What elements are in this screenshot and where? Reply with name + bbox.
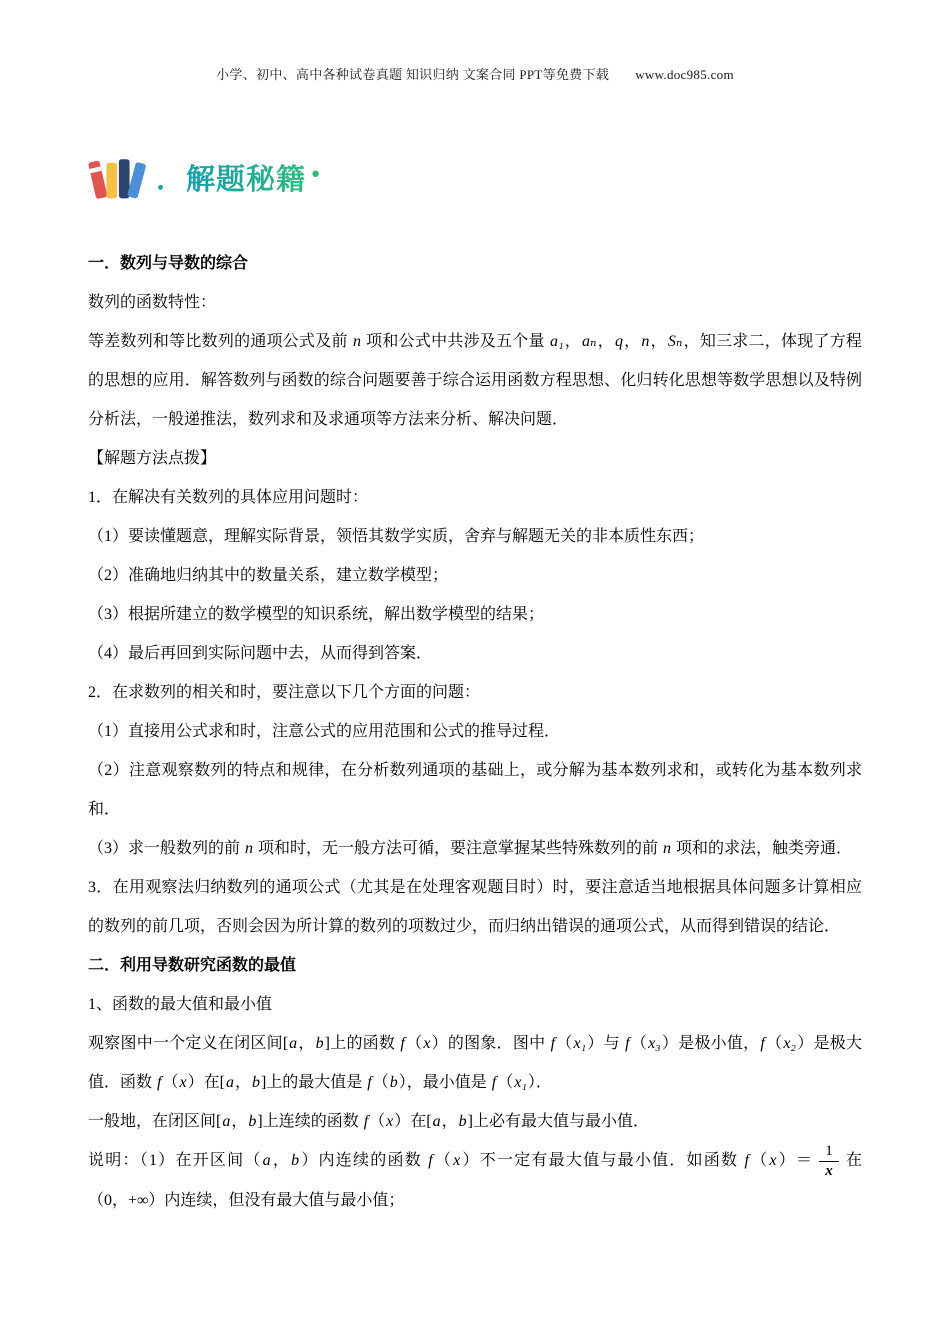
paragraph-text: 在 xyxy=(844,1152,862,1169)
section-heading: 二．利用导数研究函数的最值 xyxy=(88,957,297,974)
paragraph: 观察图中一个定义在闭区间[a，b]上的函数 f（x）的图象．图中 f（x₁）与 f（x₃）是极小值，f（x₂）是极大值．函数 f（x）在[a，b]上的最大值是 f（b），最小值是 f（x₁）． xyxy=(88,1035,862,1091)
paragraph: （2）准确地归纳其中的数量关系，建立数学模型； xyxy=(88,567,449,584)
logo-prefix: ． xyxy=(156,163,187,196)
paragraph-text: （0，+∞）内连续，但没有最大值与最小值； xyxy=(88,1191,405,1209)
section-heading: 一．数列与导数的综合 xyxy=(88,255,249,272)
paragraph-text: 说明：（1）在开区间（a，b）内连续的函数 f（x）不一定有最大值与最小值．如函数 f（x）＝ xyxy=(88,1152,814,1169)
paragraph: 1、函数的最大值和最小值 xyxy=(88,996,273,1013)
paragraph: 一般地，在闭区间[a，b]上连续的函数 f（x）在[a，b]上必有最大值与最小值． xyxy=(88,1113,649,1130)
paragraph: 数列的函数特性： xyxy=(88,294,217,311)
fraction-numerator: 1 xyxy=(819,1142,839,1162)
page-header xyxy=(0,64,950,83)
paragraph: 3．在用观察法归纳数列的通项公式（尤其是在处理客观题目时）时，要注意适当地根据具体问题多计算相应的数列的前几项，否则会因为所计算的数列的项数过少，而归纳出错误的通项公式，从而得到错误的结论． xyxy=(88,879,862,935)
paragraph: （1）要读懂题意，理解实际背景，领悟其数学实质，舍弃与解题无关的非本质性东西； xyxy=(88,528,705,545)
logo xyxy=(86,146,320,208)
paragraph: 1．在解决有关数列的具体应用问题时： xyxy=(88,489,369,506)
paragraph: （1）直接用公式求和时，注意公式的应用范围和公式的推导过程． xyxy=(88,723,561,740)
inline-fraction xyxy=(819,1142,839,1181)
fraction-denominator: x xyxy=(825,1162,833,1179)
paragraph: 等差数列和等比数列的通项公式及前 n 项和公式中共涉及五个量 a₁，aₙ，q，n，Sₙ，知三求二，体现了方程的思想的应用．解答数列与函数的综合问题要善于综合运用函数方程思想、化归转化思想等数学思想以及特例分析法，一般递推法，数列求和及求通项等方法来分析、解决问题． xyxy=(88,333,862,428)
paragraph: （3）求一般数列的前 n 项和时，无一般方法可循，要注意掌握某些特殊数列的前 n 项和的求法，触类旁通． xyxy=(88,840,853,857)
paragraph xyxy=(88,1141,862,1220)
document-body xyxy=(88,244,862,1220)
paragraph: （2）注意观察数列的特点和规律，在分析数列通项的基础上，或分解为基本数列求和，或转化为基本数列求和． xyxy=(88,762,862,818)
paragraph: （4）最后再回到实际问题中去，从而得到答案． xyxy=(88,645,433,662)
header-text: 小学、初中、高中各种试卷真题 知识归纳 文案合同 PPT等免费下载 xyxy=(216,67,610,82)
site-url: www.doc985.com xyxy=(635,67,734,82)
paragraph: 【解题方法点拨】 xyxy=(88,450,217,467)
logo-dot-icon: ● xyxy=(311,165,321,182)
books-icon xyxy=(86,150,150,204)
logo-title: 解题秘籍 xyxy=(186,157,306,198)
paragraph: （3）根据所建立的数学模型的知识系统，解出数学模型的结果； xyxy=(88,606,545,623)
paragraph: 2．在求数列的相关和时，要注意以下几个方面的问题： xyxy=(88,684,481,701)
